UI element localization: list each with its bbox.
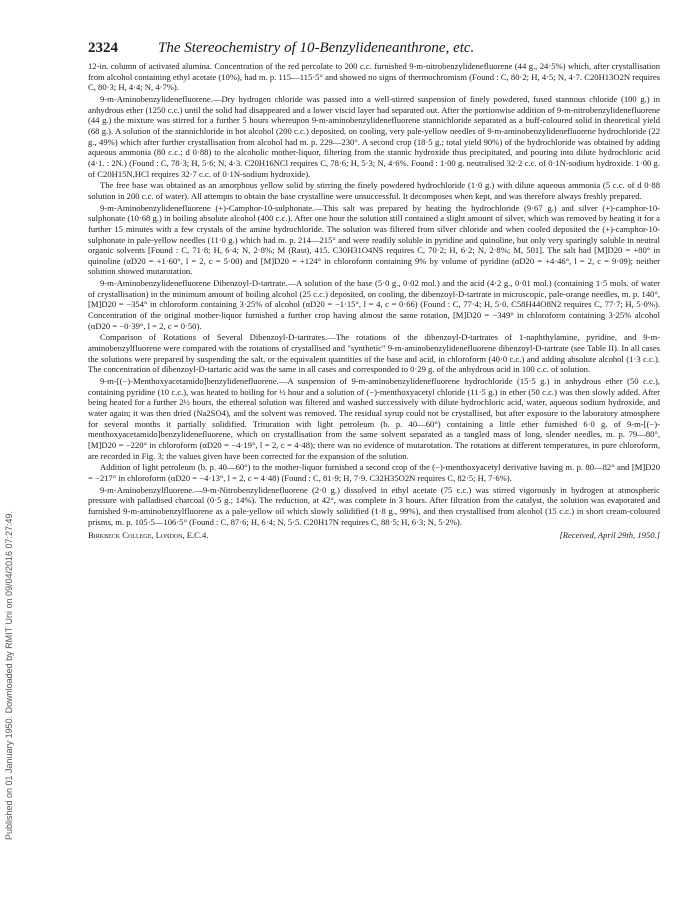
page-header (88, 40, 660, 57)
running-title: The Stereochemistry of 10-Benzylideneanthrone, etc. (158, 40, 475, 56)
download-provenance-text: Published on 01 January 1950. Downloaded by RMIT Uni on 09/04/2016 07:27:49. (4, 510, 14, 840)
paragraph: 9-m-Aminobenzylidenefluorene Dibenzoyl-D-tartrate.—A solution of the base (5·0 g., 0·02 mol.) and the acid (4·2 g., 0·01 mol.) (containing 1·5 mols. of water of crystallisation) in the minimum amount of boiling alcohol (25 c.c.) deposited, on cooling, the dibenzoyl-D-tartrate in microscopic, pale-orange needles, m. p. 140°, [M]D20 = −354° in chloroform containing 3·25% of alcohol (αD20 = −1·15°, l = 4, c = 0·66) (Found : C, 77·4; H, 5·0. C58H44O8N2 requires C, 77·7; H, 5·0%). Concentration of the original mother-liquor furnished a further crop having almost the same rotation, [M]D20 = −349° in chloroform containing 3·25% alcohol (αD20 = −0·39°, l = 2, c = 0·50). (88, 278, 660, 331)
paragraph: 12-in. column of activated alumina. Concentration of the red percolate to 200 c.c. furnished 9-m-nitrobenzylidenefluorene (44 g., 24·5%) which, after crystallisation from alcohol containing ethyl acetate (10%), had m. p. 115—115·5° and showed no signs of thermochromism (Found : C, 80·2; H, 4·5; N, 4·7. C20H13O2N requires C, 80·3; H, 4·4; N, 4·7%). (88, 61, 660, 93)
paragraph: 9-m-Aminobenzylfluorene.—9-m-Nitrobenzylidenefluorene (2·0 g.) dissolved in ethyl acetate (75 c.c.) was stirred vigorously in hydrogen at atmospheric pressure with palladised charcoal (0·5 g.; 14%). The reduction, at 42°, was complete in 3 hours. After filtration from the catalyst, the solution was evaporated and furnished 9-m-aminobenzylfluorene as a pale-yellow oil which slowly solidified (1·8 g., 99%), and then crystallised from alcohol (15 c.c.) in short cream-coloured prisms, m. p. 105·5—106·5° (Found : C, 87·6; H, 6·4; N, 5·5. C20H17N requires C, 88·5; H, 6·3; N, 5·2%). (88, 484, 660, 527)
article-footer (88, 530, 660, 540)
received-date: [Received, April 29th, 1950.] (559, 530, 660, 541)
paragraph: 9-m-Aminobenzylidenefluorene (+)-Camphor-10-sulphonate.—This salt was prepared by heating the hydrochloride (9·67 g.) and silver (+)-camphor-10-sulphonate (10·68 g.) in boiling absolute alcohol (400 c.c.). After one hour the solution still contained a slight amount of silver, which was removed by heating it for a further 15 minutes with a few crystals of the amine hydrochloride. The solution was filtered from silver chloride and when cooled deposited the (+)-camphor-10-sulphonate in pale-yellow needles (11·0 g.) which had m. p. 214—215° and were readily soluble in pyridine and quinoline, but only very sparingly soluble in neutral organic solvents [Found : C, 71·8; H, 6·4; N, 2·8%; M (Rast), 415. C30H31O4NS requires C, 70·2; H, 6·2; N, 2·8%; M, 501]. The salt had [M]D20 = +80° in quinoline (αD20 = +1·60°, l = 2, c = 5·00) and [M]D20 = +124° in chloroform containing 9% by volume of pyridine (αD20 = +4·46°, l = 2, c = 9·09); neither solution showed mutarotation. (88, 202, 660, 277)
paragraph: 9-m-[(−)-Menthoxyacetamido]benzylidenefluorene.—A suspension of 9-m-aminobenzylidenefluorene hydrochloride (15·5 g.) in anhydrous ether (50 c.c.), containing pyridine (10 c.c.), was heated to boiling for ½ hour and a solution of (−)-menthoxyacetyl chloride (11·5 g.) in ether (50 c.c.) was then slowly added. After being heated for a further 2½ hours, the ethereal solution was filtered and washed successively with dilute hydrochloric acid, water, aqueous sodium hydroxide, and water again; it was then dried (Na2SO4), and the solvent was removed. The residual syrup could not be crystallised, but after exposure to the laboratory atmosphere for several months it partially solidified. Trituration with light petroleum (b. p. 40—60°) containing a little ether furnished 6·0 g. of 9-m-[(−)-menthoxyacetamido]benzylidenefluorene, which on crystallisation from the same solvent separated as a tangled mass of long, slender needles, m. p. 79—80°, [M]D20 = −220° in chloroform (αD20 = −4·19°, l = 2, c = 4·48); there was no evidence of mutarotation. The rotations at different temperatures, in pure chloroform, are recorded in Fig. 3; the values given have been corrected for the expansion of the solution. (88, 376, 660, 461)
paragraph: 9-m-Aminobenzylidenefluorene.—Dry hydrogen chloride was passed into a well-stirred suspension of finely powdered, fused stannous chloride (100 g.) in anhydrous ether (1250 c.c.) until the solid had disappeared and a lower viscid layer had separated out. After the portionwise addition of 9-m-nitrobenzylidenefluorene (44 g.) the mixture was stirred for a further 5 hours whereupon 9-m-aminobenzylidenefluorene stannichloride separated as a buff-coloured solid in theoretical yield (68 g.). A solution of the stannichloride in hot alcohol (200 c.c.) deposited, on cooling, very pale-yellow needles of 9-m-aminobenzylidenefluorene hydrochloride (22 g., 49%) which after further crystallisation from alcohol had m. p. 229—230°. A second crop (18·5 g.; total yield 90%) of the hydrochloride was obtained by adding aqueous ammonia (80 c.c.; d 0·88) to the alcoholic mother-liquor, filtering from the stannic hydroxide thus precipitated, and pouring into dilute hydrochloric acid (4·1. : 2N.) (Found : C, 78·3; H, 5·6; N, 4·3. C20H16NCl requires C, 78·6; H, 5·3; N, 4·6%. Found : 1·00 g. neutralised 32·2 c.c. of 0·1N-sodium hydroxide. 1·00 g. of C20H15N,HCl requires 32·7 c.c. of 0·1N-sodium hydroxide). (88, 93, 660, 179)
journal-page (88, 40, 660, 540)
paragraph: Addition of light petroleum (b. p. 40—60°) to the mother-liquor furnished a second crop of the (−)-menthoxyacetyl derivative having m. p. 80—82° and [M]D20 = −217° in chloroform (αD20 = −4·13°, l = 2, c = 4·48) (Found : C, 81·9; H, 7·9. C32H35O2N requires C, 82·5; H, 7·6%). (88, 462, 660, 483)
article-body (88, 61, 660, 527)
page-number: 2324 (88, 40, 118, 56)
paragraph: The free base was obtained as an amorphous yellow solid by stirring the finely powdered hydrochloride (1·0 g.) with dilute aqueous ammonia (5 c.c. of d 0·88 solution in 200 c.c. of water). All attempts to obtain the base crystalline were unsuccessful. It decomposes when kept, and was therefore always freshly prepared. (88, 180, 660, 201)
download-provenance-note (4, 120, 16, 840)
paragraph: Comparison of Rotations of Several Dibenzoyl-D-tartrates.—The rotations of the dibenzoyl-D-tartrates of 1-naphthylamine, pyridine, and 9-m-aminobenzylfluorene were compared with the rotations of crystallised and "synthetic" 9-m-aminobenzylidenefluorene dibenzoyl-D-tartrate (see Table II). In all cases the solutions were prepared by suspending the salt, or the equivalent quantities of the base and acid, in chloroform (40·0 c.c.) and adding absolute alcohol (1·3 c.c.). The concentration of dibenzoyl-D-tartaric acid was the same in all cases and corresponded to 0·29 g. of the anhydrous acid in 100 c.c. of solution. (88, 332, 660, 375)
institution-address: Birkbeck College, London, E.C.4. (88, 530, 209, 541)
